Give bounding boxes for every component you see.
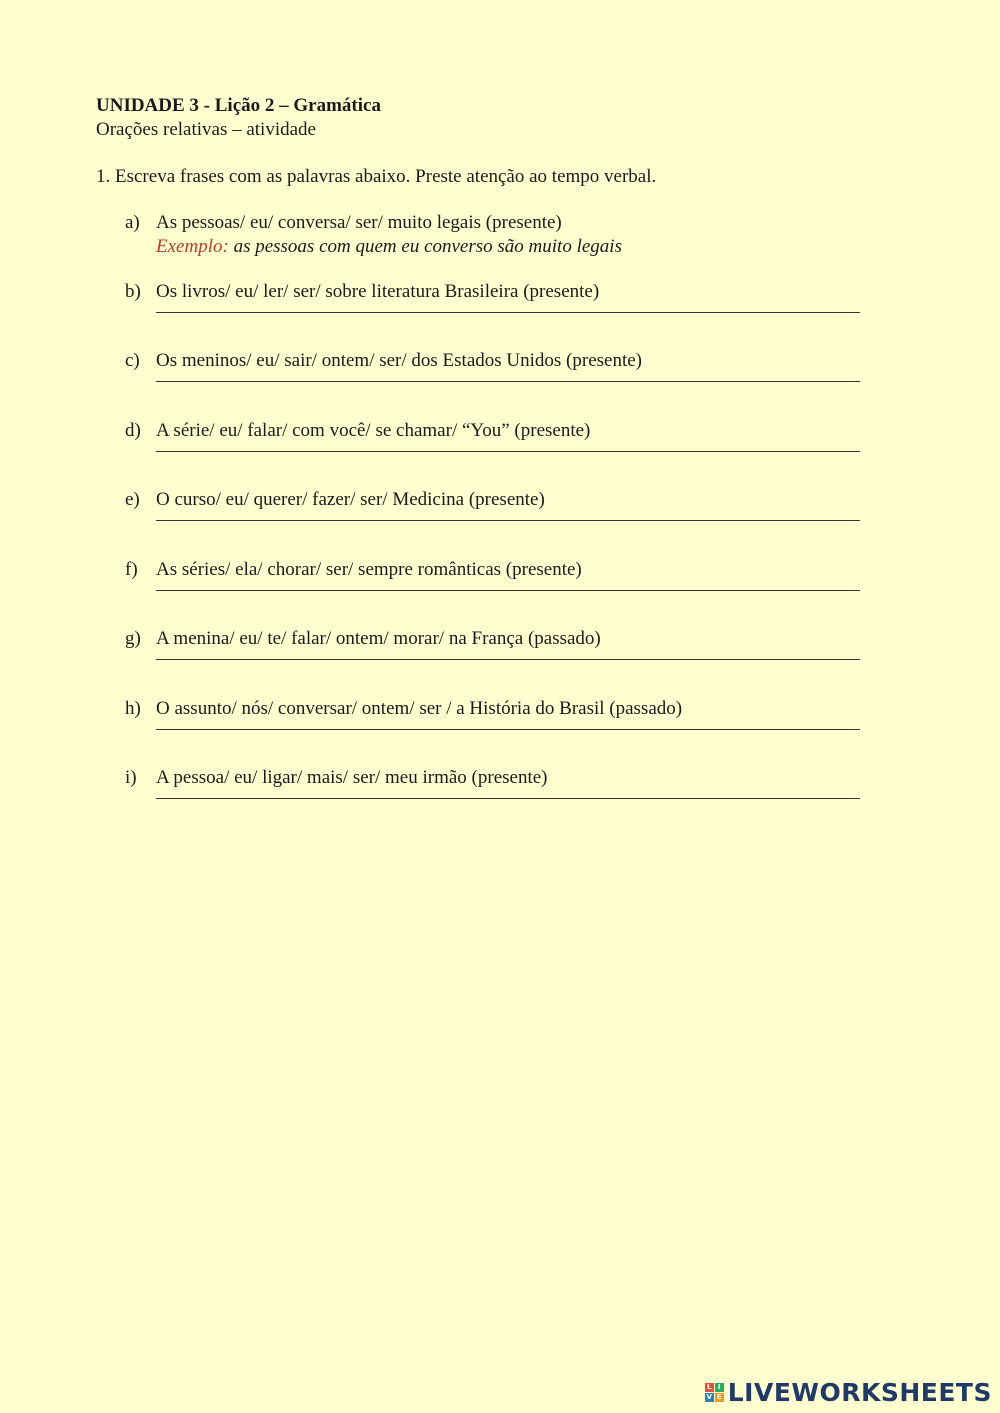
answer-line[interactable] xyxy=(156,729,860,730)
item-letter: a) xyxy=(125,212,140,233)
logo-text: LIVEWORKSHEETS xyxy=(727,1377,992,1407)
example-text: as pessoas com quem eu converso são muito legais xyxy=(228,236,622,257)
answer-line[interactable] xyxy=(156,798,860,799)
exercise-instruction: 1. Escreva frases com as palavras abaixo. Preste atenção ao tempo verbal. xyxy=(96,166,657,187)
page-subtitle: Orações relativas – atividade xyxy=(96,119,316,140)
item-prompt: As pessoas/ eu/ conversa/ ser/ muito legais (presente) xyxy=(156,212,562,233)
answer-line[interactable] xyxy=(156,659,860,660)
page-title: UNIDADE 3 - Lição 2 – Gramática xyxy=(96,95,381,116)
item-letter: g) xyxy=(125,628,141,649)
item-letter: i) xyxy=(125,767,137,788)
item-letter: d) xyxy=(125,420,141,441)
example-label: Exemplo: xyxy=(156,236,229,257)
logo-mark-i: I xyxy=(715,1383,724,1392)
logo-mark-icon xyxy=(705,1383,724,1402)
item-letter: f) xyxy=(125,559,138,580)
liveworksheets-logo xyxy=(705,1377,992,1407)
item-prompt: A menina/ eu/ te/ falar/ ontem/ morar/ na França (passado) xyxy=(156,628,601,649)
item-prompt: As séries/ ela/ chorar/ ser/ sempre românticas (presente) xyxy=(156,559,582,580)
item-prompt: Os livros/ eu/ ler/ ser/ sobre literatura Brasileira (presente) xyxy=(156,281,600,302)
example-answer xyxy=(156,236,622,258)
logo-mark-e: E xyxy=(715,1393,724,1402)
answer-line[interactable] xyxy=(156,451,860,452)
answer-line[interactable] xyxy=(156,590,860,591)
item-prompt: O curso/ eu/ querer/ fazer/ ser/ Medicina (presente) xyxy=(156,489,545,510)
item-letter: e) xyxy=(125,489,140,510)
item-letter: h) xyxy=(125,698,141,719)
item-prompt: Os meninos/ eu/ sair/ ontem/ ser/ dos Estados Unidos (presente) xyxy=(156,350,643,371)
item-prompt: O assunto/ nós/ conversar/ ontem/ ser / a História do Brasil (passado) xyxy=(156,698,683,719)
answer-line[interactable] xyxy=(156,312,860,313)
item-prompt: A série/ eu/ falar/ com você/ se chamar/ “You” (presente) xyxy=(156,420,591,441)
logo-mark-l: L xyxy=(705,1383,714,1392)
logo-mark-v: V xyxy=(706,1392,712,1401)
answer-line[interactable] xyxy=(156,520,860,521)
item-prompt: A pessoa/ eu/ ligar/ mais/ ser/ meu irmão (presente) xyxy=(156,767,548,788)
item-letter: b) xyxy=(125,281,141,302)
item-letter: c) xyxy=(125,350,140,371)
answer-line[interactable] xyxy=(156,381,860,382)
